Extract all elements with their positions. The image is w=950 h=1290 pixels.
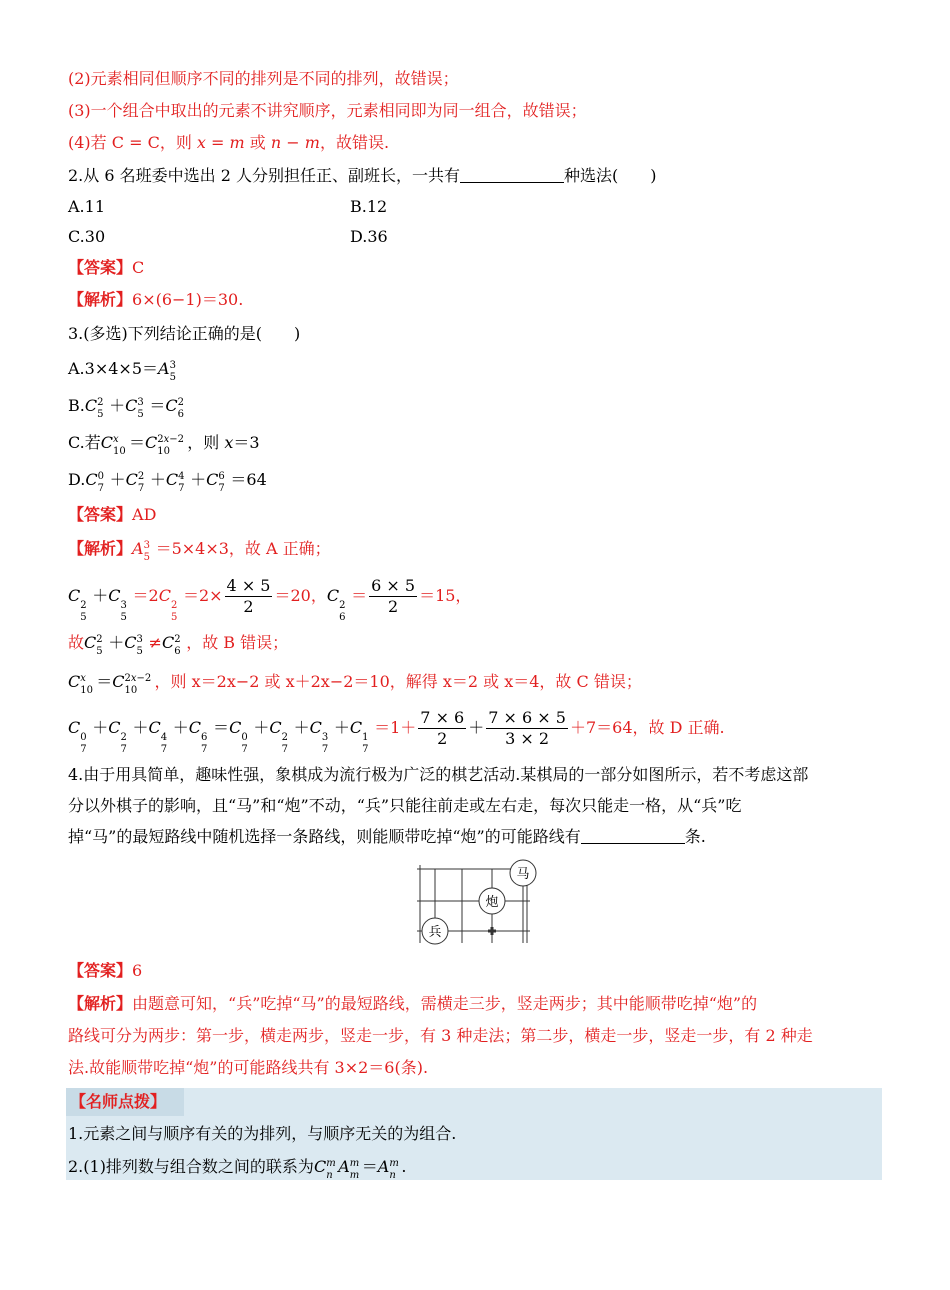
q3-analysis-1: 【解析】A 3 5 ＝5×4×3，故 A 正确；: [68, 539, 331, 563]
q2-option-a: A.11: [68, 197, 105, 216]
q3-analysis-3: 故C 2 5 ＋C 3 5 ≠C 2 6 ，故 B 错误；: [68, 633, 289, 657]
q4-answer: 【答案】6: [68, 961, 143, 980]
q2-option-c: C.30: [68, 227, 106, 246]
answer-blank: [460, 166, 564, 183]
q4-analysis-3: 法.故能顺带吃掉“炮”的可能路线共有 3×2＝6(条).: [68, 1058, 429, 1077]
item-2: (2)元素相同但顺序不同的排列是不同的排列，故错误；: [68, 69, 459, 88]
piece-pao: [479, 888, 505, 914]
q4-stem-3: 掉“马”的最短路线中随机选择一条路线，则能顺带吃掉“炮”的可能路线有 条.: [68, 827, 706, 846]
q3-option-d: D.C 0 7 ＋C 2 7 ＋C 4 7 ＋C 6 7 ＝64: [68, 470, 267, 494]
q4-stem-1: 4.由于用具简单，趣味性强，象棋成为流行极为广泛的棋艺活动.某棋局的一部分如图所示，若不考虑这部: [68, 765, 809, 784]
q2-option-d: D.36: [350, 227, 388, 246]
q3-stem: 3.(多选)下列结论正确的是( ): [68, 324, 301, 343]
q4-analysis-1: 【解析】由题意可知，“兵”吃掉“马”的最短路线，需横走三步，竖走两步；其中能顺带吃掉“炮”的: [68, 994, 758, 1013]
svg-text:兵: 兵: [428, 925, 442, 940]
q3-option-b: B.C 2 5 ＋C 3 5 ＝C 2 6: [68, 396, 184, 420]
q3-analysis-5: C 0 7 ＋C 2 7 ＋C 4 7 ＋C 6 7 ＝C 0 7 ＋C 2 7 ＋C 3 7 ＋C 1 7 ＝1＋ $\frac{7 \times 6}{2}$ ＋ $\frac{7 \times 6 \times 5}{3 \times 2}$ ＋7＝64，故 D 正确.: [68, 708, 725, 755]
q2-option-b: B.12: [350, 197, 388, 216]
svg-text:马: 马: [516, 867, 530, 882]
q4-analysis-2: 路线可分为两步：第一步，横走两步，竖走一步，有 3 种走法；第二步，横走一步，竖走一步，有 2 种走: [68, 1026, 813, 1045]
tips-title: 【名师点拨】: [70, 1092, 167, 1111]
item-3: (3)一个组合中取出的元素不讲究顺序，元素相同即为同一组合，故错误；: [68, 101, 587, 120]
tips-line-1: 1.元素之间与顺序有关的为排列，与顺序无关的为组合.: [68, 1124, 457, 1143]
piece-bing: [422, 918, 448, 944]
q3-answer: 【答案】AD: [68, 505, 157, 524]
piece-ma: [510, 860, 536, 886]
q2-analysis: 【解析】6×(6−1)＝30.: [68, 290, 244, 309]
svg-text:炮: 炮: [485, 895, 499, 910]
item-4: (4)若 C = C，则 x = m 或 n − m，故错误.: [68, 133, 390, 152]
q3-analysis-2: C 2 5 ＋C 3 5 ＝2C 2 5 ＝2× $\frac{4 \times 5}{2}$ ＝20，C 2 6 ＝ $\frac{6 \times 5}{2}$ ＝15，: [68, 576, 472, 623]
tips-line-2: 2.(1)排列数与组合数之间的联系为C m n A m m ＝A m n .: [68, 1157, 407, 1181]
q3-option-c: C.若C x 10 ＝C 2x−2 10 ，则 x＝3: [68, 433, 260, 457]
chess-board-figure: [415, 857, 545, 947]
q3-option-a: A.3×4×5＝A 3 5: [68, 359, 176, 383]
answer-blank: [581, 827, 685, 844]
q4-stem-2: 分以外棋子的影响，且“马”和“炮”不动，“兵”只能往前走或左右走，每次只能走一格，从“兵”吃: [68, 796, 742, 815]
q3-analysis-4: C x 10 ＝C 2x−2 10 ，则 x＝2x−2 或 x＋2x−2＝10，解得 x＝2 或 x＝4，故 C 错误；: [68, 672, 642, 696]
q2-answer: 【答案】C: [68, 258, 145, 277]
q2-stem: 2.从 6 名班委中选出 2 人分别担任正、副班长，一共有 种选法( ): [68, 166, 657, 185]
